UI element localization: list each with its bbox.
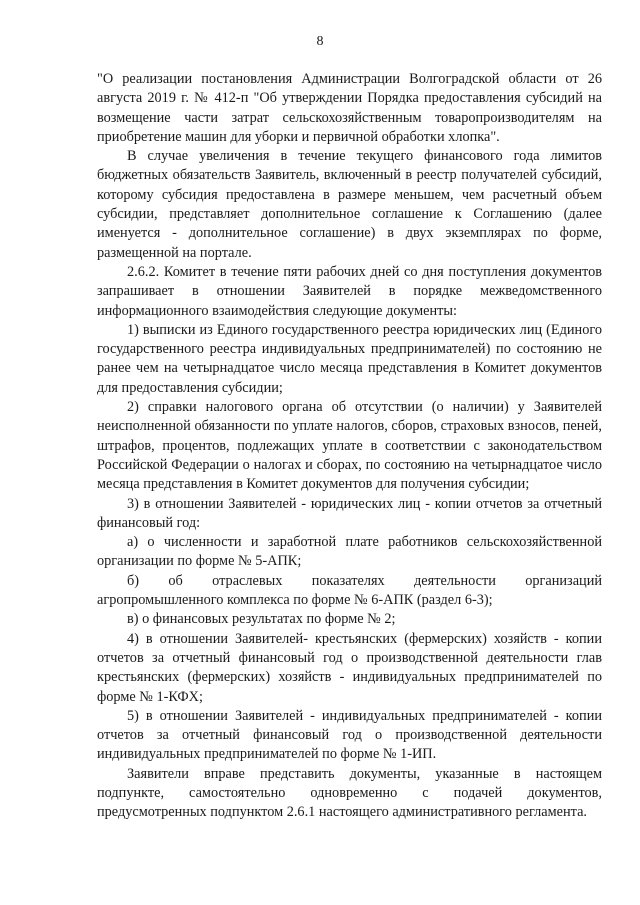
list-item-5: 5) в отношении Заявителей - индивидуальных предпринимателей - копии отчетов за отчетный финансовый год о производственной деятельности индивидуальных предпринимателей по форме № 1-ИП. (97, 707, 602, 763)
list-item-1: 1) выписки из Единого государственного реестра юридических лиц (Единого государственного реестра индивидуальных предпринимателей) по состоянию не ранее чем на четырнадцатое число месяца представления в Комитет документов для предоставления субсидии; (97, 321, 602, 396)
list-item-2: 2) справки налогового органа об отсутствии (о наличии) у Заявителей неисполненной обязанности по уплате налогов, сборов, страховых взносов, пеней, штрафов, процентов, подлежащих уплате в соответствии с законодательством Российской Федерации о налогах и сборах, по состоянию на четырнадцатое число месяца представления в Комитет документов для получения субсидии; (97, 399, 602, 493)
paragraph-decree-title: "О реализации постановления Администрации Волгоградской области от 26 августа 2019 г. № 412-п "Об утверждении Порядка предоставления субсидий на возмещение части затрат сельскохозяйственным товаропроизводителям на приобретение машин для уборки и первичной обработки хлопка". (97, 71, 602, 145)
document-body (97, 70, 602, 823)
paragraph-2-6-2: 2.6.2. Комитет в течение пяти рабочих дней со дня поступления документов запрашивает в отношении Заявителей в порядке межведомственного информационного взаимодействия следующие документы: (97, 263, 602, 319)
list-item-3b: б) об отраслевых показателях деятельности организаций агропромышленного комплекса по форме № 6-АПК (раздел 6-3); (97, 572, 602, 609)
list-item-3c: в) о финансовых результатах по форме № 2; (127, 611, 396, 628)
page-number: 8 (316, 34, 324, 49)
list-item-4: 4) в отношении Заявителей- крестьянских (фермерских) хозяйств - копии отчетов за отчетный финансовый год о производственной деятельности глав крестьянских (фермерских) хозяйств - индивидуальных предпринимателей по форме № 1-КФХ; (97, 630, 602, 705)
paragraph-applicants-right: Заявители вправе представить документы, указанные в настоящем подпункте, самостоятельно одновременно с подачей документов, предусмотренных подпунктом 2.6.1 настоящего административного регламента. (97, 765, 602, 821)
list-item-3a: а) о численности и заработной плате работников сельскохозяйственной организации по форме № 5-АПК; (97, 534, 602, 570)
list-item-3: 3) в отношении Заявителей - юридических лиц - копии отчетов за отчетный финансовый год: (97, 495, 602, 531)
paragraph-limits-increase: В случае увеличения в течение текущего финансового года лимитов бюджетных обязательств Заявитель, включенный в реестр получателей субсидий, которому субсидия предоставлена в размере меньшем, чем расчетный объем субсидии, представляет дополнительное соглашение к Соглашению (далее именуется - дополнительное соглашение) в двух экземплярах по форме, размещенной на портале. (97, 148, 602, 261)
